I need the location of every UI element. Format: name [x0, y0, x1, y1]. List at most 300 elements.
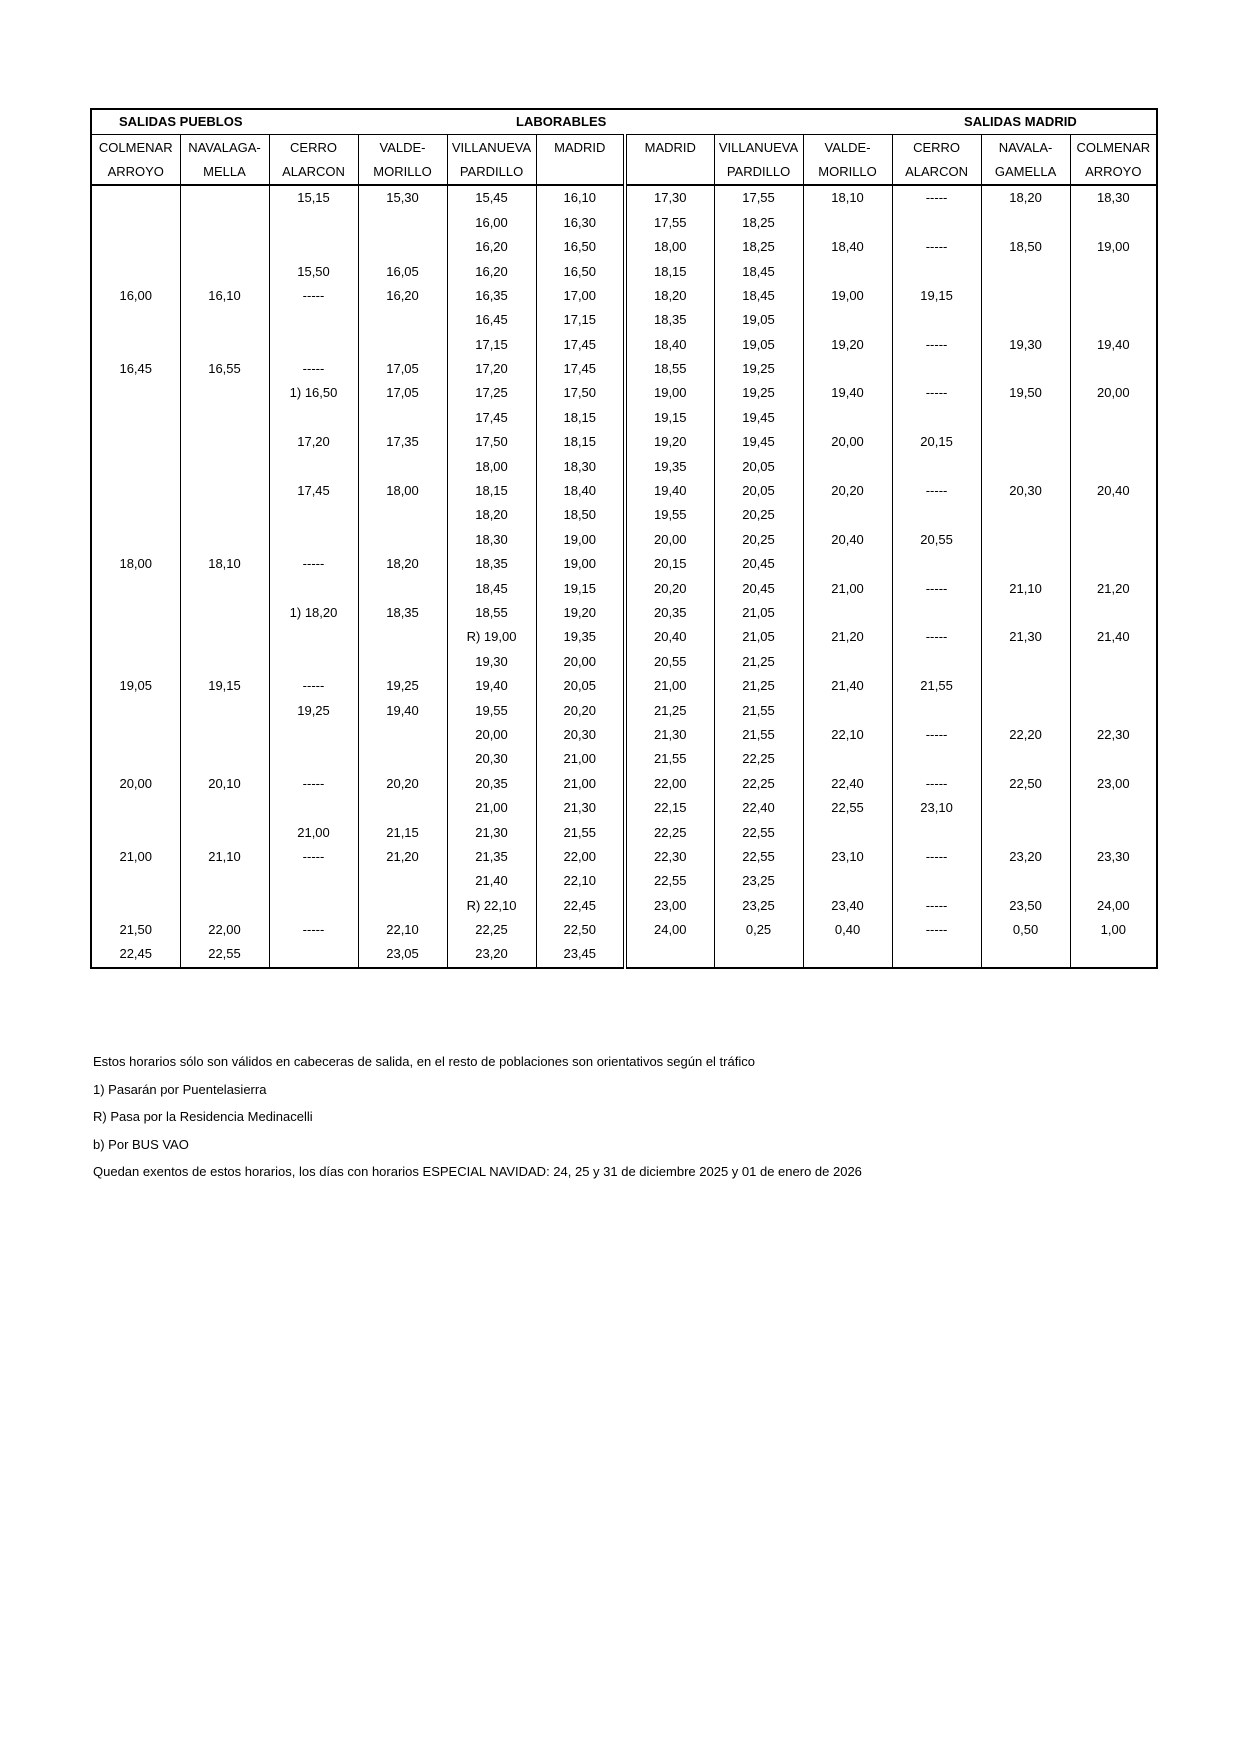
- time-cell: 20,10: [180, 772, 269, 796]
- time-cell: 20,20: [536, 698, 625, 722]
- table-row: [91, 918, 1157, 942]
- time-cell: [180, 723, 269, 747]
- time-cell: [180, 430, 269, 454]
- time-cell: 17,05: [358, 381, 447, 405]
- time-cell: [1070, 259, 1157, 283]
- time-cell: 18,55: [447, 601, 536, 625]
- table-row: [91, 185, 1157, 210]
- column-header-subtitle: PARDILLO: [714, 160, 803, 185]
- time-cell: 21,30: [536, 796, 625, 820]
- time-cell: 20,05: [714, 479, 803, 503]
- time-cell: [1070, 528, 1157, 552]
- time-cell: 17,05: [358, 357, 447, 381]
- laborables-title: LABORABLES: [358, 109, 892, 135]
- time-cell: 16,50: [536, 235, 625, 259]
- time-cell: [358, 650, 447, 674]
- time-cell: 0,40: [803, 918, 892, 942]
- time-cell: 18,45: [714, 259, 803, 283]
- time-cell: [625, 942, 714, 967]
- time-cell: 19,40: [358, 698, 447, 722]
- time-cell: [269, 723, 358, 747]
- time-cell: 18,00: [625, 235, 714, 259]
- time-cell: 19,45: [714, 406, 803, 430]
- time-cell: 21,00: [447, 796, 536, 820]
- time-cell: 18,40: [625, 333, 714, 357]
- time-cell: [1070, 796, 1157, 820]
- time-cell: [1070, 430, 1157, 454]
- time-cell: [892, 357, 981, 381]
- time-cell: 24,00: [1070, 894, 1157, 918]
- time-cell: [180, 185, 269, 210]
- time-cell: [358, 576, 447, 600]
- time-cell: 21,55: [892, 674, 981, 698]
- time-cell: 23,20: [981, 845, 1070, 869]
- time-cell: [269, 650, 358, 674]
- time-cell: [1070, 503, 1157, 527]
- time-cell: 15,45: [447, 185, 536, 210]
- column-header: MADRID: [625, 135, 714, 160]
- time-cell: 17,50: [536, 381, 625, 405]
- table-row: [91, 479, 1157, 503]
- time-cell: 20,30: [447, 747, 536, 771]
- time-cell: 1,00: [1070, 918, 1157, 942]
- time-cell: [91, 454, 180, 478]
- time-cell: 20,20: [803, 479, 892, 503]
- column-header-subtitle: GAMELLA: [981, 160, 1070, 185]
- time-cell: 20,00: [119, 775, 153, 791]
- time-cell: -----: [892, 894, 981, 918]
- time-cell: 21,05: [714, 601, 803, 625]
- time-cell: 18,35: [358, 601, 447, 625]
- time-cell: [180, 235, 269, 259]
- column-header-subtitle: PARDILLO: [447, 160, 536, 185]
- time-cell: [892, 259, 981, 283]
- time-cell: 22,55: [714, 845, 803, 869]
- time-cell: [803, 357, 892, 381]
- time-cell: 1) 18,20: [269, 601, 358, 625]
- time-cell: 0,25: [714, 918, 803, 942]
- time-cell: 22,20: [981, 723, 1070, 747]
- time-cell: [91, 820, 180, 844]
- time-cell: 19,15: [180, 674, 269, 698]
- time-cell: 16,55: [180, 357, 269, 381]
- time-cell: 19,00: [625, 381, 714, 405]
- time-cell: 21,35: [447, 845, 536, 869]
- column-header-subtitle: ARROYO: [91, 160, 180, 185]
- time-cell: [892, 869, 981, 893]
- column-header: COLMENAR: [1070, 135, 1157, 160]
- table-row: [91, 357, 1157, 381]
- time-cell: [981, 942, 1070, 967]
- time-cell: 20,40: [803, 528, 892, 552]
- time-cell: [1070, 674, 1157, 698]
- time-cell: 23,10: [892, 796, 981, 820]
- time-cell: [981, 796, 1070, 820]
- time-cell: [180, 747, 269, 771]
- time-cell: 22,55: [625, 869, 714, 893]
- time-cell: 20,40: [1070, 479, 1157, 503]
- table-row: [91, 650, 1157, 674]
- time-cell: 18,20: [981, 185, 1070, 210]
- time-cell: 16,20: [447, 259, 536, 283]
- time-cell: [180, 479, 269, 503]
- time-cell: [803, 454, 892, 478]
- time-cell: 18,45: [714, 284, 803, 308]
- time-cell: [269, 869, 358, 893]
- table-row: [91, 674, 1157, 698]
- time-cell: 19,40: [1070, 333, 1157, 357]
- time-cell: 20,00: [803, 430, 892, 454]
- time-cell: 21,25: [714, 650, 803, 674]
- time-cell: 18,40: [803, 235, 892, 259]
- time-cell: 19,20: [803, 333, 892, 357]
- time-cell: 21,05: [714, 625, 803, 649]
- time-cell: [180, 894, 269, 918]
- time-cell: 19,00: [536, 528, 625, 552]
- time-cell: 20,05: [536, 674, 625, 698]
- table-row: [91, 235, 1157, 259]
- time-cell: 23,05: [358, 942, 447, 967]
- time-cell: 18,30: [447, 528, 536, 552]
- time-cell: [1070, 650, 1157, 674]
- time-cell: 21,10: [981, 576, 1070, 600]
- time-cell: [981, 552, 1070, 576]
- time-cell: 18,35: [447, 552, 536, 576]
- time-cell: [180, 333, 269, 357]
- time-cell: [1070, 601, 1157, 625]
- time-cell: -----: [892, 235, 981, 259]
- time-cell: 18,50: [536, 503, 625, 527]
- column-header: VALDE-: [803, 135, 892, 160]
- table-row: [91, 942, 1157, 967]
- timetable-container: [90, 108, 1156, 969]
- time-cell: 19,55: [447, 698, 536, 722]
- time-cell: [180, 454, 269, 478]
- time-cell: 16,35: [447, 284, 536, 308]
- footnote: Quedan exentos de estos horarios, los días con horarios ESPECIAL NAVIDAD: 24, 25 y 31 de diciembre 2025 y 01 de enero de 2026: [93, 1164, 862, 1179]
- time-cell: [358, 747, 447, 771]
- time-cell: [91, 601, 180, 625]
- time-cell: 16,10: [180, 284, 269, 308]
- time-cell: 22,25: [714, 772, 803, 796]
- time-cell: [892, 406, 981, 430]
- time-cell: 19,05: [119, 678, 153, 694]
- time-cell: 21,00: [803, 576, 892, 600]
- time-cell: [269, 308, 358, 332]
- time-cell: 19,35: [536, 625, 625, 649]
- time-cell: 20,00: [625, 528, 714, 552]
- time-cell: -----: [892, 185, 981, 210]
- time-cell: 1) 16,50: [269, 381, 358, 405]
- time-cell: 20,15: [892, 430, 981, 454]
- time-cell: 21,55: [714, 723, 803, 747]
- time-cell: 16,05: [358, 259, 447, 283]
- time-cell: [1070, 357, 1157, 381]
- time-cell: 22,45: [536, 894, 625, 918]
- time-cell: [981, 406, 1070, 430]
- time-cell: [180, 650, 269, 674]
- table-row: [91, 894, 1157, 918]
- time-cell: [91, 185, 180, 210]
- time-cell: [91, 747, 180, 771]
- table-row: [91, 503, 1157, 527]
- time-cell: 20,15: [625, 552, 714, 576]
- time-cell: [269, 454, 358, 478]
- time-cell: [91, 333, 180, 357]
- time-cell: -----: [269, 357, 358, 381]
- time-cell: 17,45: [447, 406, 536, 430]
- time-cell: 21,40: [1070, 625, 1157, 649]
- time-cell: [358, 625, 447, 649]
- table-row: [91, 576, 1157, 600]
- time-cell: [91, 503, 180, 527]
- time-cell: 22,00: [625, 772, 714, 796]
- time-cell: [269, 894, 358, 918]
- time-cell: 15,30: [358, 185, 447, 210]
- time-cell: [91, 479, 180, 503]
- time-cell: 19,25: [358, 674, 447, 698]
- table-row: [91, 869, 1157, 893]
- time-cell: 21,30: [981, 625, 1070, 649]
- time-cell: 19,20: [536, 601, 625, 625]
- time-cell: 17,20: [269, 430, 358, 454]
- time-cell: [892, 698, 981, 722]
- time-cell: 17,20: [447, 357, 536, 381]
- time-cell: [1070, 747, 1157, 771]
- table-row: [91, 259, 1157, 283]
- time-cell: 16,45: [119, 361, 153, 377]
- time-cell: 15,50: [269, 259, 358, 283]
- time-cell: 18,40: [536, 479, 625, 503]
- time-cell: 18,30: [1070, 185, 1157, 210]
- time-cell: [981, 211, 1070, 235]
- time-cell: [981, 259, 1070, 283]
- table-row: [91, 333, 1157, 357]
- time-cell: 17,25: [447, 381, 536, 405]
- time-cell: [269, 333, 358, 357]
- column-header: VILLANUEVA: [447, 135, 536, 160]
- time-cell: [91, 894, 180, 918]
- time-cell: 19,25: [714, 381, 803, 405]
- time-cell: 21,20: [358, 845, 447, 869]
- time-cell: 19,20: [625, 430, 714, 454]
- time-cell: 16,45: [447, 308, 536, 332]
- time-cell: 19,00: [536, 552, 625, 576]
- time-cell: [91, 211, 180, 235]
- time-cell: -----: [892, 381, 981, 405]
- time-cell: 19,30: [981, 333, 1070, 357]
- time-cell: 23,00: [1070, 772, 1157, 796]
- time-cell: 18,00: [119, 556, 153, 572]
- time-cell: [91, 650, 180, 674]
- time-cell: 22,50: [536, 918, 625, 942]
- time-cell: 22,10: [358, 918, 447, 942]
- time-cell: 16,20: [358, 284, 447, 308]
- time-cell: [91, 308, 180, 332]
- time-cell: [91, 406, 180, 430]
- time-cell: [803, 601, 892, 625]
- time-cell: [981, 357, 1070, 381]
- time-cell: 16,30: [536, 211, 625, 235]
- time-cell: 21,25: [625, 698, 714, 722]
- time-cell: [91, 698, 180, 722]
- time-cell: [892, 211, 981, 235]
- time-cell: 19,45: [714, 430, 803, 454]
- table-row: [91, 845, 1157, 869]
- time-cell: [358, 796, 447, 820]
- time-cell: 22,50: [981, 772, 1070, 796]
- column-header-subtitle: [536, 160, 625, 185]
- time-cell: [358, 503, 447, 527]
- column-header: VILLANUEVA: [714, 135, 803, 160]
- time-cell: 20,35: [447, 772, 536, 796]
- time-cell: 17,55: [625, 211, 714, 235]
- time-cell: 19,40: [625, 479, 714, 503]
- time-cell: 22,55: [714, 820, 803, 844]
- time-cell: 17,15: [536, 308, 625, 332]
- time-cell: [803, 820, 892, 844]
- time-cell: 20,30: [536, 723, 625, 747]
- time-cell: 18,00: [358, 479, 447, 503]
- table-row: [91, 698, 1157, 722]
- table-row: [91, 430, 1157, 454]
- time-cell: [358, 406, 447, 430]
- time-cell: -----: [892, 723, 981, 747]
- time-cell: -----: [269, 772, 358, 796]
- time-cell: 19,25: [714, 357, 803, 381]
- time-cell: 19,15: [536, 576, 625, 600]
- time-cell: [91, 796, 180, 820]
- time-cell: 19,55: [625, 503, 714, 527]
- time-cell: 21,20: [803, 625, 892, 649]
- time-cell: [1070, 211, 1157, 235]
- time-cell: -----: [892, 772, 981, 796]
- time-cell: [1070, 552, 1157, 576]
- footnote: Estos horarios sólo son válidos en cabeceras de salida, en el resto de poblaciones son orientativos según el tráfico: [93, 1054, 755, 1069]
- time-cell: [91, 430, 180, 454]
- footnote: b) Por BUS VAO: [93, 1136, 189, 1152]
- table-row: [91, 625, 1157, 649]
- time-cell: 17,50: [447, 430, 536, 454]
- time-cell: 23,40: [803, 894, 892, 918]
- time-cell: 17,30: [625, 185, 714, 210]
- column-header-subtitle: [625, 160, 714, 185]
- time-cell: -----: [892, 845, 981, 869]
- time-cell: 21,30: [625, 723, 714, 747]
- time-cell: -----: [269, 845, 358, 869]
- time-cell: [91, 259, 180, 283]
- table-row: [91, 601, 1157, 625]
- time-cell: [981, 503, 1070, 527]
- time-cell: [358, 894, 447, 918]
- time-cell: 19,05: [714, 308, 803, 332]
- time-cell: [981, 869, 1070, 893]
- title-row: [91, 109, 1157, 135]
- column-header-subtitle: MORILLO: [358, 160, 447, 185]
- time-cell: 18,25: [714, 235, 803, 259]
- time-cell: 21,40: [447, 869, 536, 893]
- time-cell: 21,20: [1070, 576, 1157, 600]
- footnotes: [93, 1052, 862, 1190]
- time-cell: [803, 747, 892, 771]
- time-cell: 18,10: [803, 185, 892, 210]
- timetable: [90, 108, 1158, 969]
- time-cell: 21,55: [625, 747, 714, 771]
- time-cell: 23,30: [1070, 845, 1157, 869]
- footnote: R) Pasa por la Residencia Medinacelli: [93, 1109, 313, 1124]
- time-cell: [981, 430, 1070, 454]
- time-cell: [803, 942, 892, 967]
- time-cell: 18,50: [981, 235, 1070, 259]
- time-cell: 18,00: [447, 454, 536, 478]
- time-cell: 22,10: [536, 869, 625, 893]
- column-header: NAVALAGA-: [180, 135, 269, 160]
- time-cell: R) 19,00: [447, 625, 536, 649]
- time-cell: [91, 235, 180, 259]
- time-cell: [180, 820, 269, 844]
- time-cell: 21,10: [180, 845, 269, 869]
- time-cell: [892, 601, 981, 625]
- table-row: [91, 552, 1157, 576]
- time-cell: 18,55: [625, 357, 714, 381]
- table-row: [91, 454, 1157, 478]
- time-cell: [91, 528, 180, 552]
- time-cell: 22,45: [119, 946, 153, 962]
- time-cell: 17,45: [269, 479, 358, 503]
- time-cell: [981, 674, 1070, 698]
- time-cell: 22,15: [625, 796, 714, 820]
- time-cell: [358, 723, 447, 747]
- time-cell: [803, 259, 892, 283]
- time-cell: 20,00: [536, 650, 625, 674]
- time-cell: -----: [269, 674, 358, 698]
- time-cell: [981, 601, 1070, 625]
- time-cell: 18,15: [536, 406, 625, 430]
- time-cell: 18,15: [536, 430, 625, 454]
- time-cell: -----: [269, 284, 358, 308]
- column-header: COLMENAR: [98, 139, 173, 155]
- time-cell: 22,30: [625, 845, 714, 869]
- time-cell: 20,55: [892, 528, 981, 552]
- time-cell: [981, 308, 1070, 332]
- time-cell: [714, 942, 803, 967]
- time-cell: 16,50: [536, 259, 625, 283]
- salidas-madrid-title: SALIDAS MADRID: [892, 109, 1157, 135]
- time-cell: [180, 259, 269, 283]
- time-cell: 18,20: [358, 552, 447, 576]
- time-cell: 22,25: [625, 820, 714, 844]
- time-cell: [981, 820, 1070, 844]
- time-cell: 20,45: [714, 576, 803, 600]
- time-cell: [892, 454, 981, 478]
- time-cell: 21,00: [536, 772, 625, 796]
- table-row: [91, 772, 1157, 796]
- time-cell: [269, 503, 358, 527]
- time-cell: [803, 698, 892, 722]
- time-cell: 17,45: [536, 357, 625, 381]
- time-cell: 22,00: [536, 845, 625, 869]
- time-cell: [91, 723, 180, 747]
- time-cell: [1070, 942, 1157, 967]
- time-cell: [803, 650, 892, 674]
- time-cell: [892, 650, 981, 674]
- time-cell: [803, 406, 892, 430]
- time-cell: 17,55: [714, 185, 803, 210]
- time-cell: [981, 747, 1070, 771]
- time-cell: 19,25: [269, 698, 358, 722]
- time-cell: [269, 406, 358, 430]
- time-cell: 21,30: [447, 820, 536, 844]
